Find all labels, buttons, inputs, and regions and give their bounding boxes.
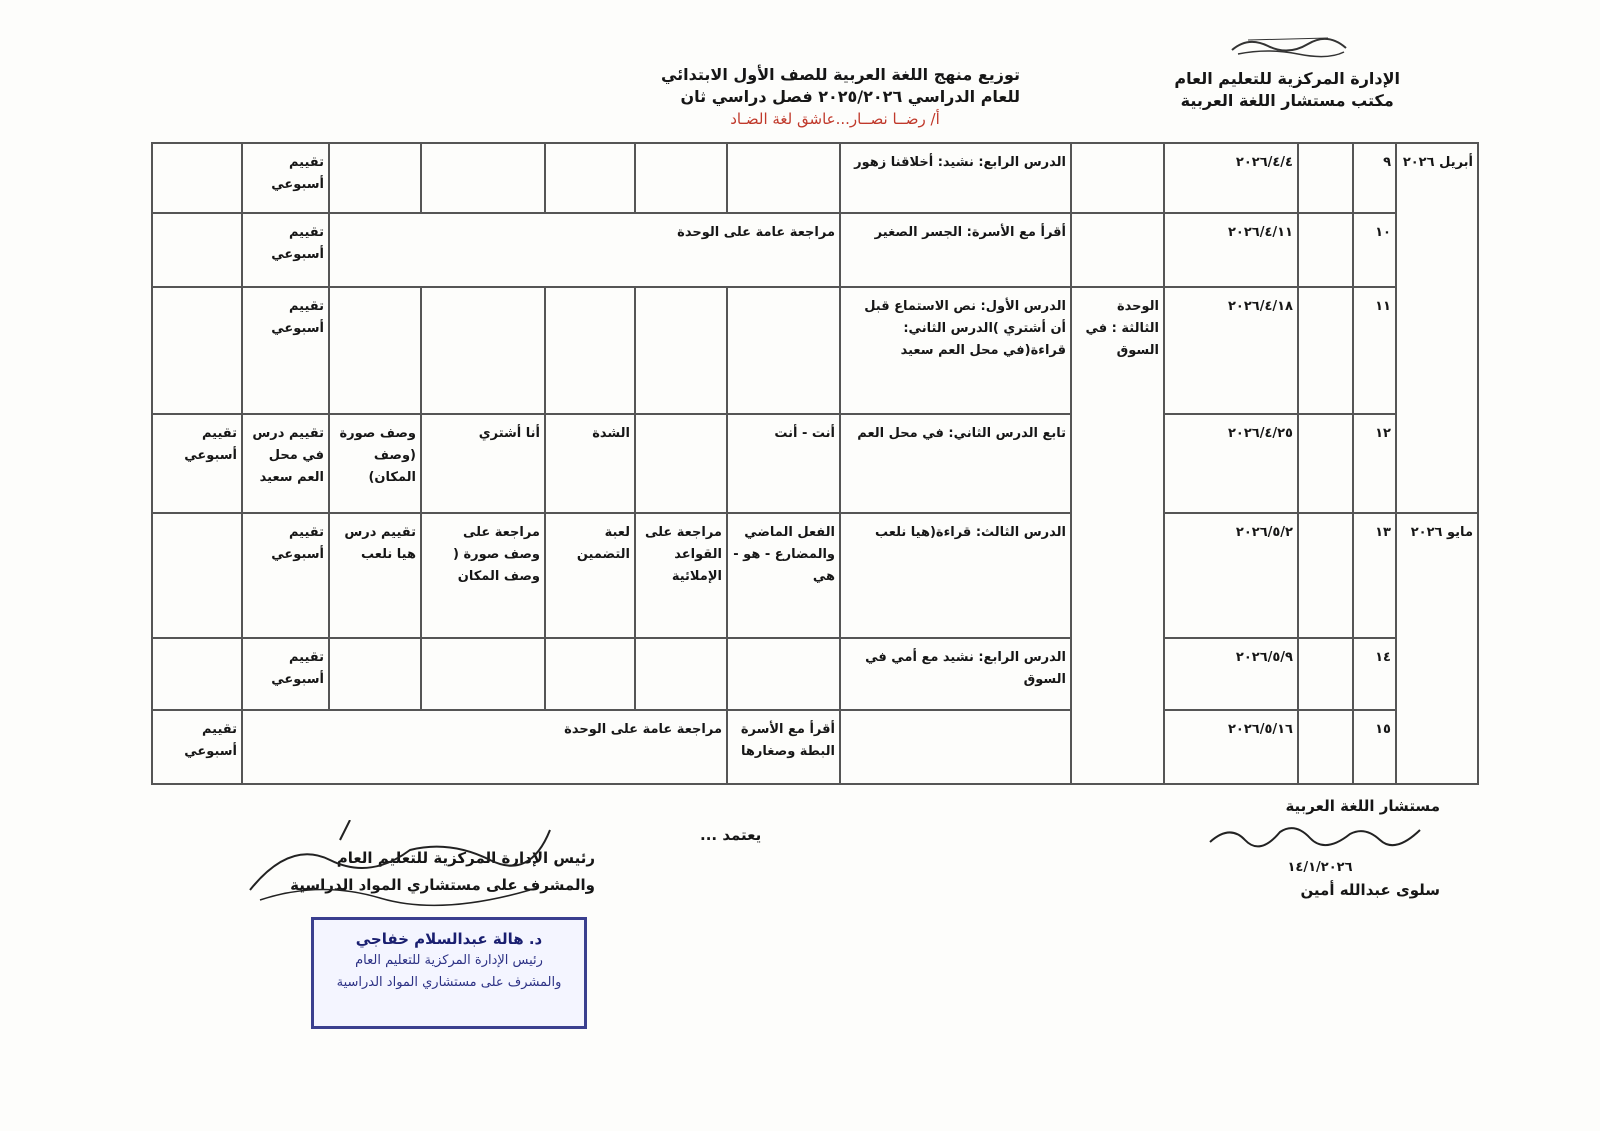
table-cell (152, 143, 242, 213)
table-row (152, 143, 1478, 213)
week-number: ١٥ (1353, 710, 1396, 784)
table-cell (727, 143, 840, 213)
table-cell: وصف صورة (وصف المكان) (329, 414, 421, 513)
credit-line: أ/ رضــا نصــار...عاشق لغة الضـاد (730, 110, 940, 128)
week-number: ١١ (1353, 287, 1396, 414)
title-line2: للعام الدراسي ٢٠٢٥/٢٠٢٦ فصل دراسي ثان (680, 87, 1020, 106)
official-stamp (311, 917, 587, 1029)
week-date: ٢٠٢٦/٤/٤ (1164, 143, 1298, 213)
lesson-cell: الدرس الأول: نص الاستماع قبل أن أشتري )الدرس الثاني: قراءة(في محل العم سعيد (840, 287, 1071, 414)
advisor-sign-date: ١٤/١/٢٠٢٦ (1287, 860, 1353, 875)
table-cell: مراجعة على وصف صورة ( وصف المكان (421, 513, 545, 638)
table-cell (635, 638, 727, 710)
stamp-line2: رئيس الإدارة المركزية للتعليم العام (355, 953, 543, 968)
advisor-block (1200, 793, 1440, 904)
assessment-cell: تقييم أسبوعي (152, 414, 242, 513)
head-line2: والمشرف على مستشاري المواد الدراسية (290, 876, 595, 894)
assessment-cell: تقييم أسبوعي (152, 710, 242, 784)
table-cell: الفعل الماضي والمضارع - هو - هي (727, 513, 840, 638)
advisor-title: مستشار اللغة العربية (1285, 797, 1440, 815)
table-cell: أنت - أنت (727, 414, 840, 513)
table-cell (329, 638, 421, 710)
table-row (152, 710, 1478, 784)
table-cell (421, 143, 545, 213)
ministry-emblem (1228, 34, 1350, 58)
lesson-cell: الدرس الرابع: نشيد: أخلاقنا زهور (840, 143, 1071, 213)
review-cell: مراجعة عامة على الوحدة (242, 710, 727, 784)
month-cell: مايو ٢٠٢٦ (1396, 513, 1478, 784)
table-cell (329, 143, 421, 213)
assessment-cell: تقييم أسبوعي (242, 287, 329, 414)
unit-cell (840, 710, 1071, 784)
lesson-cell: أقرأ مع الأسرة البطة وصغارها (727, 710, 840, 784)
table-cell: مراجعة على القواعد الإملائية (635, 513, 727, 638)
assessment-cell: تقييم أسبوعي (242, 213, 329, 287)
head-signature (230, 820, 560, 910)
table-cell: الشدة (545, 414, 635, 513)
table-cell (421, 638, 545, 710)
table-cell (727, 638, 840, 710)
lesson-cell: الدرس الثالث: قراءة(هيا نلعب (840, 513, 1071, 638)
org-header (1174, 68, 1400, 112)
stamp-line1: د. هالة عبدالسلام خفاجي (355, 930, 543, 948)
table-cell (421, 287, 545, 414)
week-date: ٢٠٢٦/٥/٩ (1164, 638, 1298, 710)
table-cell (152, 638, 242, 710)
week-number: ١٤ (1353, 638, 1396, 710)
unit-cell: الوحدة الثالثة : في السوق (1071, 287, 1164, 784)
org-line2: مكتب مستشار اللغة العربية (1180, 91, 1394, 110)
assessment-cell: تقييم أسبوعي (242, 513, 329, 638)
week-number: ١٠ (1353, 213, 1396, 287)
document-title (590, 64, 1020, 130)
table-cell (152, 287, 242, 414)
assessment-cell: تقييم أسبوعي (242, 638, 329, 710)
table-cell: أنا أشتري (421, 414, 545, 513)
table-cell (635, 143, 727, 213)
advisor-name: سلوى عبدالله أمين (1300, 881, 1440, 899)
review-cell: مراجعة عامة على الوحدة (329, 213, 840, 287)
table-cell (329, 287, 421, 414)
advisor-signature (1200, 820, 1440, 850)
stamp-line3: والمشرف على مستشاري المواد الدراسية (336, 975, 562, 990)
table-row (152, 414, 1478, 513)
table-cell (545, 638, 635, 710)
table-cell (635, 414, 727, 513)
month-cell: أبريل ٢٠٢٦ (1396, 143, 1478, 513)
table-row (152, 213, 1478, 287)
table-row (152, 513, 1478, 638)
approval-label: يعتمد ... (700, 826, 762, 844)
table-cell (152, 513, 242, 638)
table-cell: لعبة التضمين (545, 513, 635, 638)
table-cell (152, 213, 242, 287)
week-date: ٢٠٢٦/٤/١٨ (1164, 287, 1298, 414)
table-cell (727, 287, 840, 414)
table-cell: تقييم درس هيا نلعب (329, 513, 421, 638)
unit-cell (1071, 143, 1164, 213)
lesson-cell: أقرأ مع الأسرة: الجسر الصغير (840, 213, 1071, 287)
curriculum-table (151, 142, 1479, 785)
table-cell: تقييم درس في محل العم سعيد (242, 414, 329, 513)
lesson-cell: تابع الدرس الثاني: في محل العم (840, 414, 1071, 513)
head-line1: رئيس الإدارة المركزية للتعليم العام (336, 849, 595, 867)
lesson-cell: الدرس الرابع: نشيد مع أمي في السوق (840, 638, 1071, 710)
week-date: ٢٠٢٦/٥/٢ (1164, 513, 1298, 638)
table-row (152, 638, 1478, 710)
assessment-cell: تقييم أسبوعي (242, 143, 329, 213)
table-row (152, 287, 1478, 414)
week-number: ٩ (1353, 143, 1396, 213)
table-cell (635, 287, 727, 414)
week-number: ١٣ (1353, 513, 1396, 638)
org-line1: الإدارة المركزية للتعليم العام (1174, 69, 1400, 88)
week-date: ٢٠٢٦/٤/١١ (1164, 213, 1298, 287)
table-cell (545, 287, 635, 414)
week-number: ١٢ (1353, 414, 1396, 513)
unit-cell (1071, 213, 1164, 287)
week-date: ٢٠٢٦/٤/٢٥ (1164, 414, 1298, 513)
table-cell (545, 143, 635, 213)
week-date: ٢٠٢٦/٥/١٦ (1164, 710, 1298, 784)
title-line1: توزيع منهج اللغة العربية للصف الأول الابتدائي (660, 65, 1020, 84)
